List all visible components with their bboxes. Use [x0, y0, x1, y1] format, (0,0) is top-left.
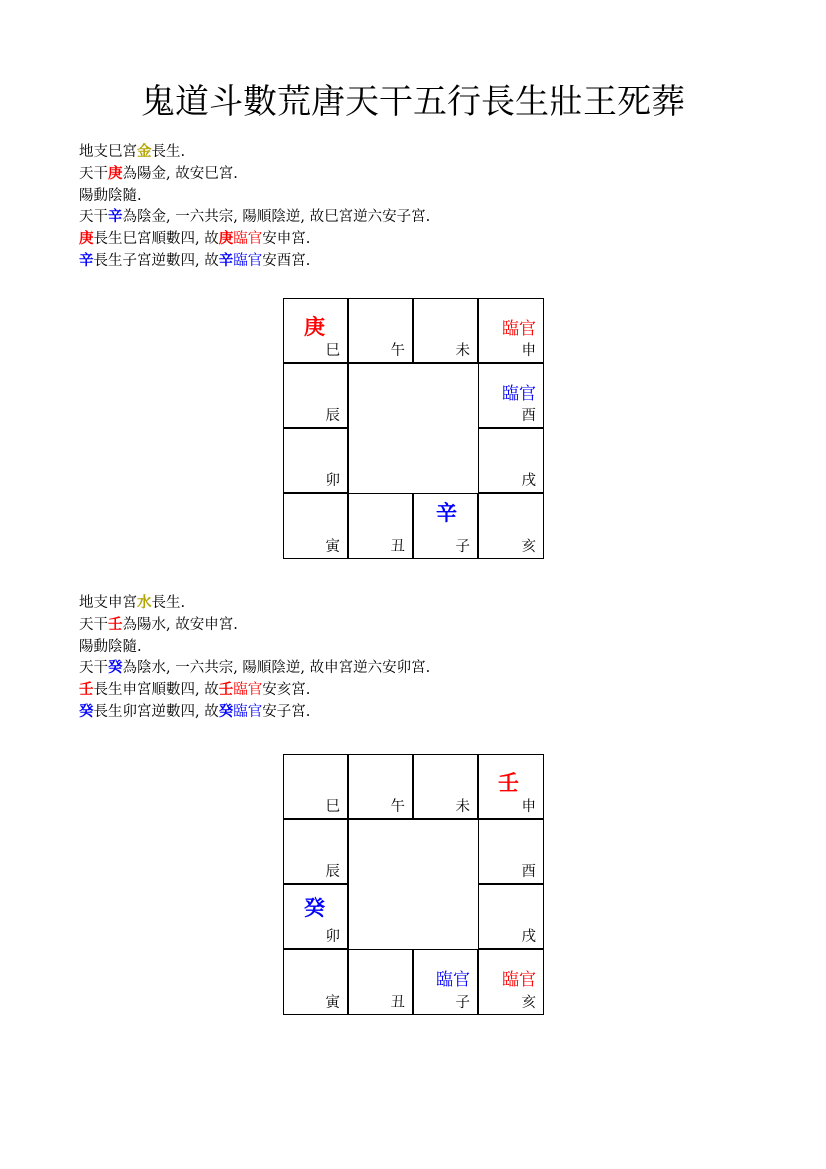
text-span: 安酉宮.	[262, 252, 311, 269]
text-span: 為陽水, 故安申宮.	[122, 616, 238, 633]
text-span: 長生.	[151, 595, 186, 611]
text-span: 長生申宮順數四, 故	[93, 682, 219, 699]
text-line	[79, 186, 430, 208]
palace-yin	[283, 493, 348, 559]
linguan-label: 臨官	[233, 231, 263, 248]
branch-label: 寅	[325, 539, 340, 555]
text-span: 地支申宮	[79, 595, 137, 611]
page-title: 鬼道斗數荒唐天干五行長生壯王死葬	[141, 82, 685, 122]
palace-grid-1	[283, 298, 544, 559]
branch-label: 巳	[325, 343, 340, 359]
branch-label: 午	[390, 343, 405, 359]
stem-xin: 辛	[108, 209, 123, 226]
branch-label: 子	[455, 995, 470, 1011]
text-span: 長生巳宮順數四, 故	[93, 231, 219, 248]
section2-text	[79, 593, 430, 724]
text-line	[79, 658, 430, 680]
stem-gui: 癸	[304, 896, 325, 920]
palace-you	[478, 819, 544, 884]
branch-label: 寅	[325, 995, 340, 1011]
branch-label: 未	[455, 799, 470, 815]
palace-shen	[478, 298, 544, 363]
palace-shen	[478, 754, 544, 819]
text-span: 為陰水, 一六共宗, 陽順陰逆, 故申宮逆六安卯宮.	[122, 660, 431, 677]
text-line	[79, 615, 430, 637]
palace-chen	[283, 819, 348, 884]
palace-wei	[413, 754, 478, 819]
stem-geng: 庚	[218, 231, 234, 248]
palace-zi	[413, 949, 478, 1015]
palace-wu	[348, 298, 413, 363]
text-span: 為陰金, 一六共宗, 陽順陰逆, 故巳宮逆六安子宮.	[122, 209, 431, 226]
stem-geng: 庚	[304, 315, 325, 339]
text-span: 長生子宮逆數四, 故	[93, 252, 219, 269]
branch-label: 卯	[325, 929, 340, 945]
text-line	[79, 229, 430, 251]
palace-si	[283, 298, 348, 363]
palace-chen	[283, 363, 348, 428]
element-shui: 水	[137, 595, 152, 611]
text-line	[79, 702, 430, 724]
text-span: 陽動陰隨.	[79, 187, 142, 204]
text-span: 天干	[79, 616, 108, 633]
branch-label: 未	[455, 343, 470, 359]
palace-yin	[283, 949, 348, 1015]
text-line	[79, 207, 430, 229]
section1-text	[79, 142, 430, 273]
stem-gui: 癸	[108, 660, 123, 677]
linguan-label: 臨官	[502, 384, 536, 404]
branch-label: 辰	[325, 864, 340, 880]
text-line	[79, 637, 430, 659]
stem-xin: 辛	[79, 252, 94, 269]
linguan-label: 臨官	[233, 252, 263, 269]
stem-ren: 壬	[79, 682, 94, 699]
palace-wei	[413, 298, 478, 363]
text-line	[79, 593, 430, 615]
linguan-label: 臨官	[233, 703, 263, 720]
grid-center	[348, 363, 479, 494]
branch-label: 申	[521, 343, 536, 359]
palace-si	[283, 754, 348, 819]
palace-xu	[478, 428, 544, 493]
text-span: 天干	[79, 165, 108, 182]
stem-ren: 壬	[498, 771, 519, 795]
text-span: 地支巳宮	[79, 144, 137, 160]
branch-label: 子	[455, 539, 470, 555]
palace-chou	[348, 949, 413, 1015]
stem-ren: 壬	[108, 616, 123, 633]
branch-label: 戌	[521, 473, 536, 489]
palace-grid-2	[283, 754, 544, 1015]
stem-gui: 癸	[79, 703, 94, 720]
branch-label: 酉	[521, 408, 536, 424]
palace-xu	[478, 884, 544, 949]
grid-center	[348, 819, 479, 950]
text-line	[79, 164, 430, 186]
palace-mao	[283, 428, 348, 493]
branch-label: 丑	[390, 539, 405, 555]
text-span: 安子宮.	[262, 703, 311, 720]
text-line	[79, 680, 430, 702]
stem-xin: 辛	[218, 252, 234, 269]
linguan-label: 臨官	[502, 319, 536, 339]
palace-zi	[413, 493, 478, 559]
text-span: 天干	[79, 209, 108, 226]
stem-xin: 辛	[436, 501, 457, 525]
text-span: 陽動陰隨.	[79, 638, 142, 655]
palace-hai	[478, 493, 544, 559]
branch-label: 申	[521, 799, 536, 815]
stem-geng: 庚	[79, 231, 94, 248]
branch-label: 巳	[325, 799, 340, 815]
stem-geng: 庚	[108, 165, 123, 182]
palace-you	[478, 363, 544, 428]
palace-mao	[283, 884, 348, 949]
text-span: 安亥宮.	[262, 682, 311, 699]
branch-label: 亥	[521, 995, 536, 1011]
branch-label: 酉	[521, 864, 536, 880]
text-span: 安申宮.	[262, 231, 311, 248]
branch-label: 亥	[521, 539, 536, 555]
branch-label: 卯	[325, 473, 340, 489]
text-span: 為陽金, 故安巳宮.	[122, 165, 238, 182]
linguan-label: 臨官	[233, 682, 263, 699]
branch-label: 戌	[521, 929, 536, 945]
branch-label: 辰	[325, 408, 340, 424]
palace-wu	[348, 754, 413, 819]
palace-hai	[478, 949, 544, 1015]
text-span: 天干	[79, 660, 108, 677]
text-line	[79, 142, 430, 164]
palace-chou	[348, 493, 413, 559]
text-span: 長生卯宮逆數四, 故	[93, 703, 219, 720]
branch-label: 丑	[390, 995, 405, 1011]
stem-gui: 癸	[218, 703, 234, 720]
stem-ren: 壬	[218, 682, 234, 699]
text-span: 長生.	[151, 144, 186, 160]
linguan-label: 臨官	[436, 970, 470, 990]
branch-label: 午	[390, 799, 405, 815]
text-line	[79, 251, 430, 273]
element-jin: 金	[137, 144, 152, 160]
linguan-label: 臨官	[502, 970, 536, 990]
